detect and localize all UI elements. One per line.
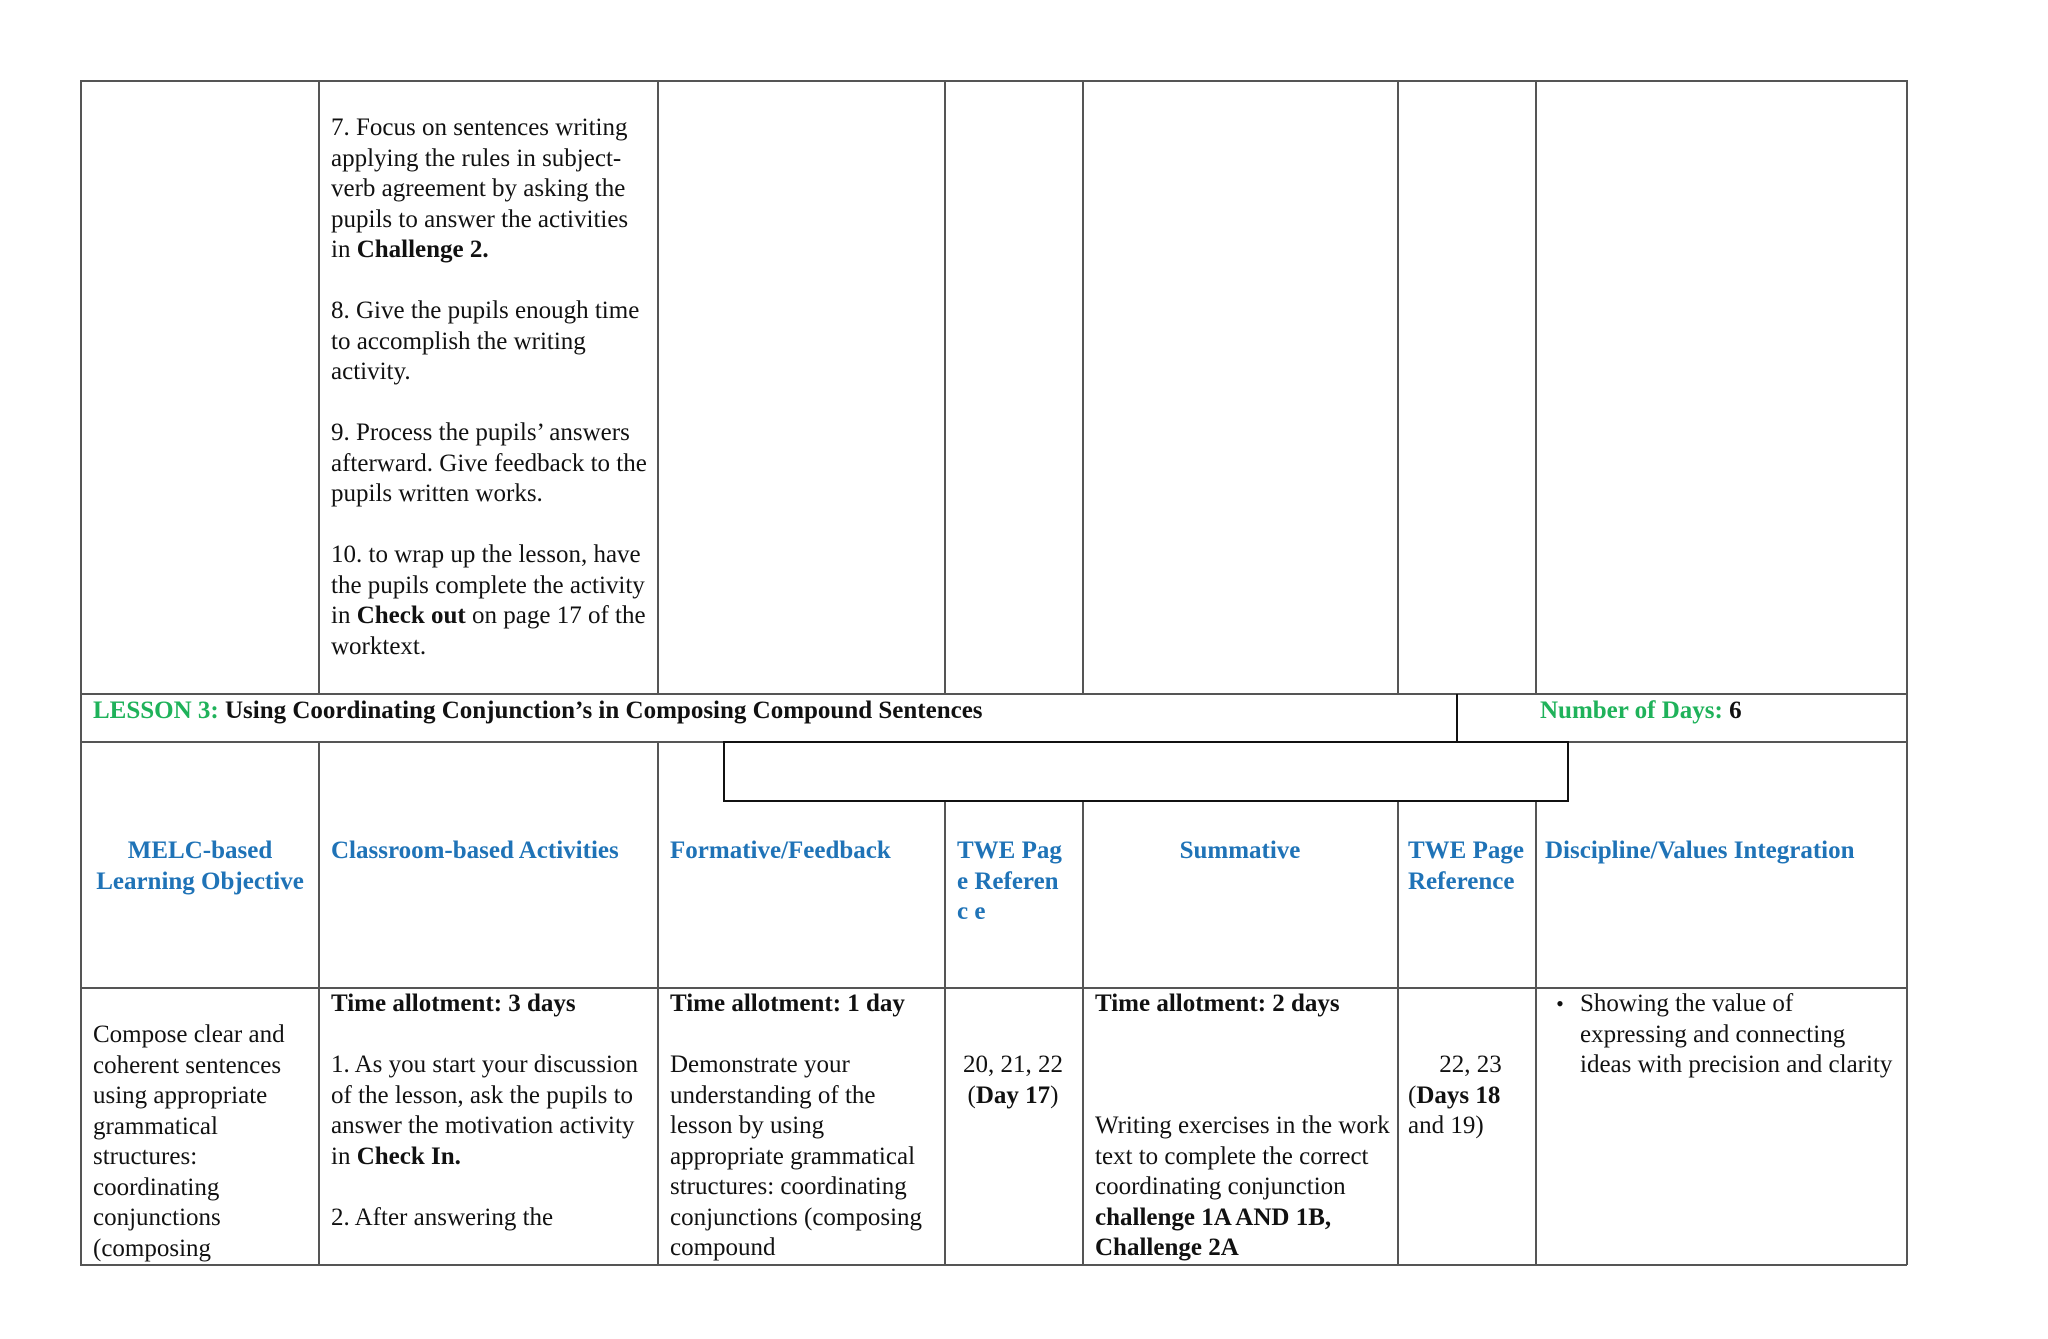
- table-top-border: [80, 80, 1907, 82]
- table-bottom-border: [80, 1264, 1907, 1266]
- days-label: Number of Days:: [1540, 697, 1723, 724]
- header-melc: MELC-based Learning Objective: [96, 837, 304, 895]
- col-divider-2-lower: [657, 741, 659, 1265]
- col-divider-4-lower: [1082, 741, 1084, 1265]
- lesson-label: LESSON 3:: [93, 697, 219, 724]
- activities-time-allotment: Time allotment: 3 days: [331, 990, 576, 1017]
- melc-objective-text: Compose clear and coherent sentences using appropriate grammatical structures: coordinating conjunctions (composing: [93, 1021, 285, 1262]
- continued-activity-item-4: 10. to wrap up the lesson, have the pupils complete the activity in Check out on page 17 of the worktext.: [331, 541, 646, 660]
- twe2-cell: [1408, 1050, 1533, 1142]
- col-divider-5-lower: [1397, 741, 1399, 1265]
- summative-text-bold: challenge 1A AND 1B, Challenge 2A: [1095, 1203, 1332, 1261]
- formative-time-allotment: Time allotment: 1 day: [670, 990, 905, 1017]
- twe1-day: Day 17: [975, 1081, 1051, 1109]
- table-right-border: [1906, 80, 1908, 1265]
- bullet-icon: •: [1556, 991, 1564, 1016]
- lesson-title: Using Coordinating Conjunction’s in Composing Compound Sentences: [218, 697, 983, 724]
- col-divider-6-upper: [1535, 80, 1537, 694]
- continued-activity-item-1: 7. Focus on sentences writing applying the rules in subject-verb agreement by asking the pupils to answer the activities in Challenge 2.: [331, 114, 629, 263]
- col-divider-1-lower: [318, 741, 320, 1265]
- header-activities: Classroom-based Activities: [331, 837, 619, 864]
- continued-activities-cell: [331, 113, 653, 662]
- row-border-lesson-top: [80, 693, 1907, 695]
- twe2-open-paren: (: [1408, 1081, 1417, 1109]
- continued-activity-item-3: 9. Process the pupils’ answers afterward. Give feedback to the pupils written works.: [331, 419, 647, 507]
- header-formative: Formative/Feedback: [670, 837, 891, 864]
- twe1-cell: [946, 1050, 1080, 1111]
- header-summative: Summative: [1179, 837, 1301, 864]
- values-item: [1540, 989, 1900, 1081]
- twe1-day-line: [946, 1081, 1080, 1112]
- summative-text: [1095, 1111, 1395, 1264]
- continued-activity-item-2: 8. Give the pupils enough time to accomplish the writing activity.: [331, 297, 640, 385]
- col-divider-5-upper: [1397, 80, 1399, 694]
- col-divider-4-upper: [1082, 80, 1084, 694]
- formative-cell: [670, 989, 942, 1264]
- summative-cell: [1095, 989, 1395, 1264]
- twe1-open-paren: (: [967, 1081, 976, 1109]
- header-values: Discipline/Values Integration: [1545, 837, 1855, 864]
- twe1-pages: 20, 21, 22: [963, 1051, 1063, 1078]
- activities-cell: [331, 989, 653, 1233]
- activity-item-1: 1. As you start your discussion of the lesson, ask the pupils to answer the motivation activity in Check In.: [331, 1051, 638, 1170]
- values-item-text: Showing the value of expressing and connecting ideas with precision and clarity: [1580, 990, 1893, 1078]
- formative-text: Demonstrate your understanding of the lesson by using appropriate grammatical structures: coordinating conjunctions (composing compound: [670, 1051, 923, 1261]
- col-divider-3-upper: [944, 80, 946, 694]
- blank-overlay-box: [723, 741, 1569, 802]
- col-divider-2-upper: [657, 80, 659, 694]
- summative-time-allotment: Time allotment: 2 days: [1095, 990, 1340, 1017]
- col-divider-6-lower: [1535, 741, 1537, 1265]
- twe1-close-paren: ): [1050, 1081, 1059, 1109]
- twe2-days: Days 18: [1416, 1081, 1501, 1109]
- activities-list: [331, 1050, 653, 1233]
- twe2-pages: 22, 23: [1439, 1051, 1502, 1078]
- activity-item-2: 2. After answering the: [331, 1203, 554, 1231]
- overlay-divider-line: [1456, 694, 1458, 744]
- twe2-days-line: [1408, 1081, 1533, 1112]
- summative-text-plain: Writing exercises in the work text to complete the correct coordinating conjunction: [1095, 1112, 1390, 1200]
- header-twe-2: TWE Page Reference: [1408, 837, 1524, 895]
- col-divider-3-lower: [944, 741, 946, 1265]
- number-of-days: [1540, 696, 1900, 727]
- header-twe-1: TWE Page Referenc e: [957, 837, 1062, 925]
- table-left-border: [80, 80, 82, 1265]
- days-value: 6: [1722, 697, 1742, 724]
- twe2-days-rest: and 19): [1408, 1112, 1484, 1139]
- values-integration-cell: [1556, 989, 1900, 1081]
- lesson-title-row: [93, 696, 1393, 727]
- col-divider-1-upper: [318, 80, 320, 694]
